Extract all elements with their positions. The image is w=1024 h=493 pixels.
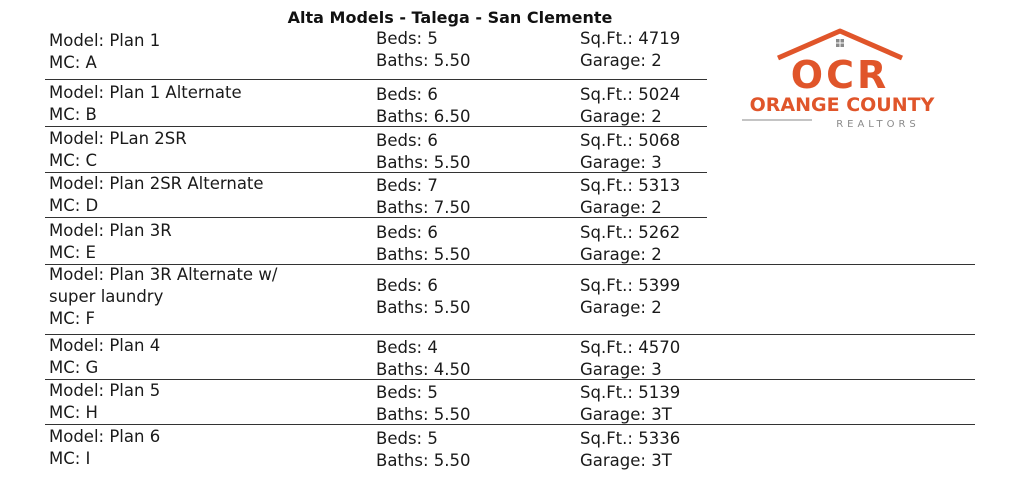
sqft-value: Sq.Ft.: 5336 — [580, 429, 681, 448]
page-title: Alta Models - Talega - San Clemente — [287, 8, 613, 27]
baths-value: Baths: 5.50 — [376, 51, 471, 70]
garage-value: Garage: 2 — [580, 51, 662, 70]
garage-value: Garage: 3 — [580, 360, 662, 379]
sqft-value: Sq.Ft.: 5313 — [580, 176, 681, 195]
model-name: Model: Plan 4 — [49, 336, 161, 355]
mc-code: MC: C — [49, 151, 98, 170]
logo-letters: OCR — [790, 53, 890, 97]
baths-value: Baths: 7.50 — [376, 198, 471, 217]
sqft-value: Sq.Ft.: 4719 — [580, 29, 681, 48]
sqft-value: Sq.Ft.: 5139 — [580, 383, 681, 402]
baths-value: Baths: 5.50 — [376, 298, 471, 317]
model-name: Model: Plan 1 Alternate — [49, 83, 242, 102]
sqft-value: Sq.Ft.: 5024 — [580, 85, 681, 104]
beds-value: Beds: 7 — [376, 176, 438, 195]
model-name: Model: Plan 1 — [49, 31, 161, 50]
table-row — [45, 128, 975, 172]
model-name: super laundry — [49, 287, 164, 306]
sqft-value: Sq.Ft.: 5068 — [580, 131, 681, 150]
baths-value: Baths: 4.50 — [376, 360, 471, 379]
table-row — [45, 173, 975, 217]
sqft-value: Sq.Ft.: 5399 — [580, 276, 681, 295]
logo-name: ORANGE COUNTY — [749, 94, 935, 116]
model-name: Model: PLan 2SR — [49, 129, 187, 148]
beds-value: Beds: 5 — [376, 383, 438, 402]
mc-code: MC: H — [49, 403, 98, 422]
mc-code: MC: F — [49, 309, 96, 328]
baths-value: Baths: 5.50 — [376, 451, 471, 470]
row-divider — [45, 79, 707, 80]
baths-value: Baths: 6.50 — [376, 107, 471, 126]
garage-value: Garage: 3T — [580, 451, 672, 470]
model-name: Model: Plan 2SR Alternate — [49, 174, 264, 193]
mc-code: MC: G — [49, 358, 99, 377]
garage-value: Garage: 2 — [580, 245, 662, 264]
mc-code: MC: I — [49, 449, 91, 468]
table-row — [45, 426, 975, 470]
garage-value: Garage: 2 — [580, 298, 662, 317]
mc-code: MC: B — [49, 105, 97, 124]
row-divider — [45, 126, 707, 127]
sqft-value: Sq.Ft.: 5262 — [580, 223, 681, 242]
garage-value: Garage: 2 — [580, 198, 662, 217]
baths-value: Baths: 5.50 — [376, 245, 471, 264]
row-divider — [45, 217, 707, 218]
mc-code: MC: E — [49, 243, 96, 262]
model-name: Model: Plan 5 — [49, 381, 161, 400]
table-row — [45, 264, 975, 334]
garage-value: Garage: 2 — [580, 107, 662, 126]
beds-value: Beds: 6 — [376, 85, 438, 104]
table-row — [45, 380, 975, 424]
garage-value: Garage: 3T — [580, 405, 672, 424]
beds-value: Beds: 6 — [376, 223, 438, 242]
beds-value: Beds: 5 — [376, 29, 438, 48]
window-icon — [836, 39, 844, 47]
beds-value: Beds: 5 — [376, 429, 438, 448]
row-divider — [45, 424, 975, 425]
baths-value: Baths: 5.50 — [376, 153, 471, 172]
table-row — [45, 335, 975, 379]
ocr-logo — [740, 28, 950, 133]
baths-value: Baths: 5.50 — [376, 405, 471, 424]
beds-value: Beds: 6 — [376, 131, 438, 150]
table-row — [45, 220, 975, 264]
logo-tagline: REALTORS — [836, 119, 920, 130]
garage-value: Garage: 3 — [580, 153, 662, 172]
model-name: Model: Plan 3R Alternate w/ — [49, 265, 278, 284]
model-name: Model: Plan 6 — [49, 427, 161, 446]
mc-code: MC: D — [49, 196, 99, 215]
sqft-value: Sq.Ft.: 4570 — [580, 338, 681, 357]
mc-code: MC: A — [49, 53, 97, 72]
model-name: Model: Plan 3R — [49, 221, 172, 240]
beds-value: Beds: 6 — [376, 276, 438, 295]
beds-value: Beds: 4 — [376, 338, 438, 357]
